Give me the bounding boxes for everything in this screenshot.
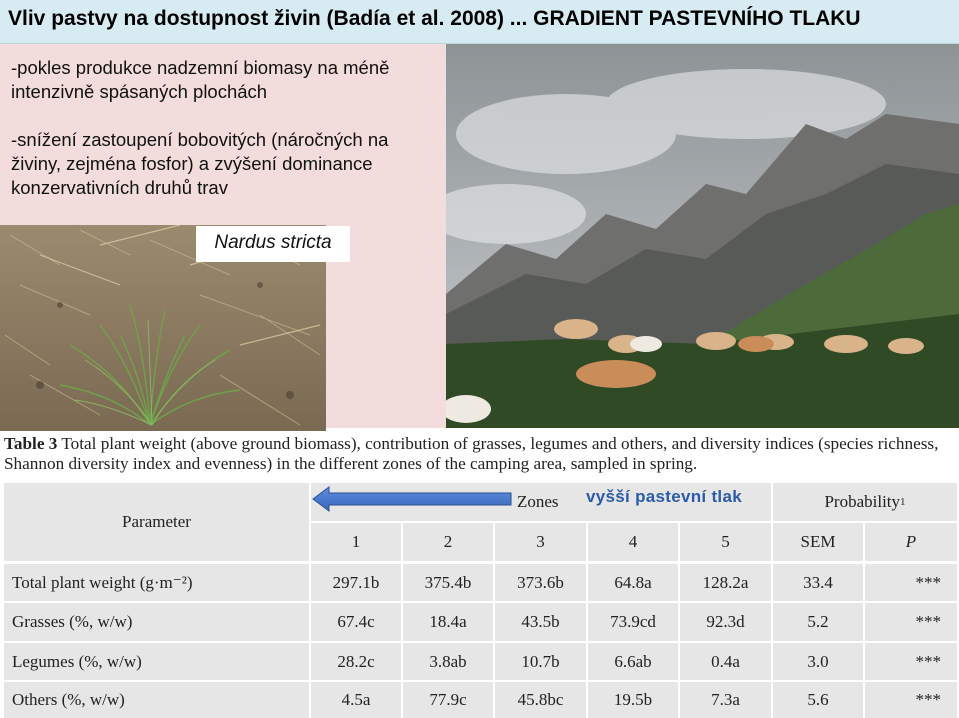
header-zone-3: 3 <box>495 523 586 561</box>
cell: 43.5b <box>495 603 586 641</box>
cell: 19.5b <box>588 682 678 718</box>
header-parameter: Parameter <box>4 483 309 561</box>
row-label-grasses: Grasses (%, w/w) <box>4 603 309 641</box>
bullet-legumes: -snížení zastoupení bobovitých (náročných na živiny, zejména fosfor) a zvýšení dominance konzervativních druhů trav <box>11 129 389 198</box>
cell: 6.6ab <box>588 643 678 680</box>
cell: 0.4a <box>680 643 771 680</box>
header-zone-4: 4 <box>588 523 678 561</box>
header-zone-5: 5 <box>680 523 771 561</box>
cell: 45.8bc <box>495 682 586 718</box>
cell: 67.4c <box>311 603 401 641</box>
cell: 64.8a <box>588 564 678 601</box>
mountain-pasture-photo <box>446 44 959 428</box>
cell: 375.4b <box>403 564 493 601</box>
cell-sem: 33.4 <box>773 564 863 601</box>
grazing-pressure-label: vyšší pastevní tlak <box>586 487 742 506</box>
slide-title: Vliv pastvy na dostupnost živin (Badía et al. 2008) ... GRADIENT PASTEVNÍHO TLAKU <box>8 7 861 30</box>
cell: 4.5a <box>311 682 401 718</box>
table-caption <box>4 434 956 474</box>
cell: 92.3d <box>680 603 771 641</box>
cell: 77.9c <box>403 682 493 718</box>
header-zone-2: 2 <box>403 523 493 561</box>
header-sem: SEM <box>773 523 863 561</box>
cell-p: *** <box>865 603 957 641</box>
title-bar <box>0 0 959 44</box>
species-label: Nardus stricta <box>196 226 350 262</box>
cell-sem: 5.6 <box>773 682 863 718</box>
cell: 28.2c <box>311 643 401 680</box>
cell: 7.3a <box>680 682 771 718</box>
cell: 10.7b <box>495 643 586 680</box>
header-probability-label: Probability <box>824 492 901 511</box>
header-probability-sup: 1 <box>900 496 906 508</box>
cell-p: *** <box>865 643 957 680</box>
header-probability <box>773 483 957 521</box>
bullet-biomass: -pokles produkce nadzemní biomasy na méně intenzivně spásaných plochách <box>11 57 390 102</box>
cell-sem: 5.2 <box>773 603 863 641</box>
cell-p: *** <box>865 564 957 601</box>
cell: 18.4a <box>403 603 493 641</box>
cell: 373.6b <box>495 564 586 601</box>
cell-p: *** <box>865 682 957 718</box>
cell: 297.1b <box>311 564 401 601</box>
header-p: P <box>865 523 957 561</box>
row-label-legumes: Legumes (%, w/w) <box>4 643 309 680</box>
cell: 3.8ab <box>403 643 493 680</box>
cell: 128.2a <box>680 564 771 601</box>
row-label-total: Total plant weight (g·m⁻²) <box>4 564 309 601</box>
header-zones-label: Zones <box>517 492 559 511</box>
row-label-others: Others (%, w/w) <box>4 682 309 718</box>
data-table <box>0 483 959 718</box>
table-caption-label: Table 3 <box>4 434 58 453</box>
cell-sem: 3.0 <box>773 643 863 680</box>
header-zone-1: 1 <box>311 523 401 561</box>
cell: 73.9cd <box>588 603 678 641</box>
table-caption-text: Total plant weight (above ground biomass), contribution of grasses, legumes and others, and diversity indices (species richness, Shannon diversity index and evenness) in the different zones of the camping area, sampled in spring. <box>4 434 939 473</box>
